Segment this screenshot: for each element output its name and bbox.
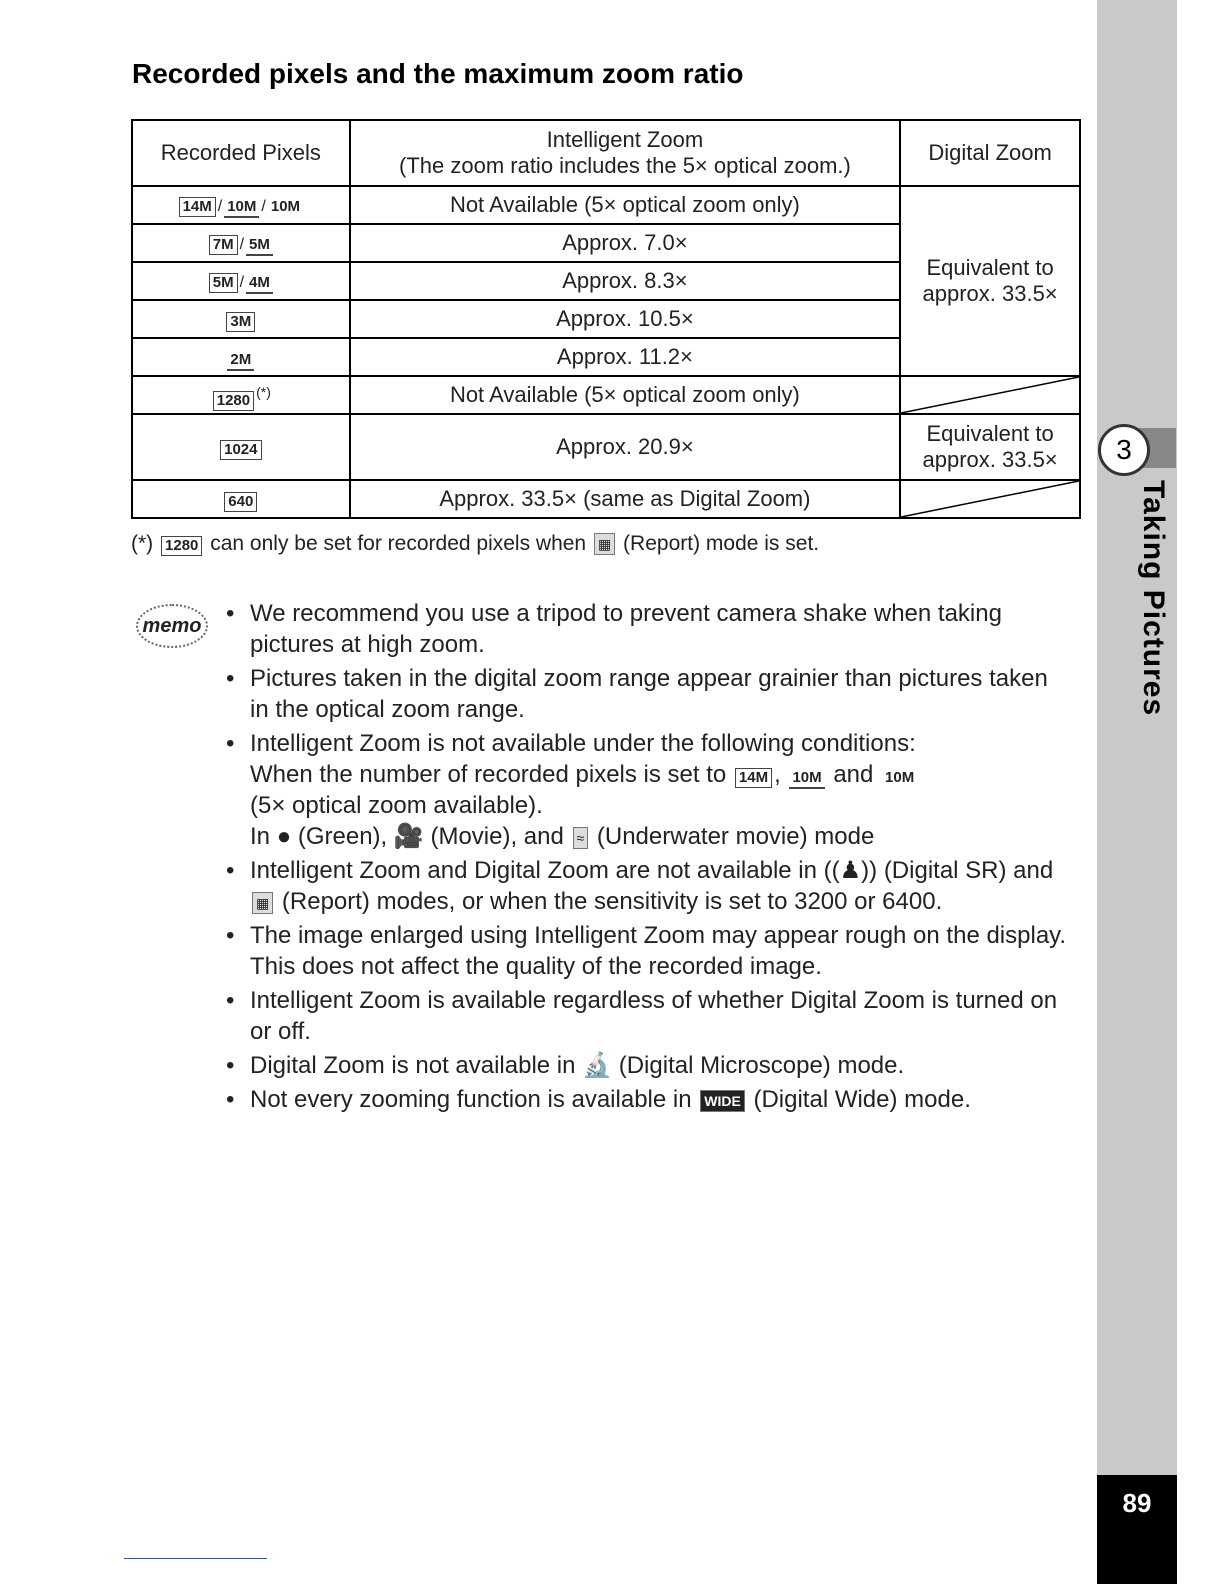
list-item <box>222 1084 1072 1115</box>
note-text: (Underwater movie) mode <box>596 823 875 850</box>
list-item <box>222 855 1072 917</box>
header-digital-zoom: Digital Zoom <box>900 120 1080 186</box>
note-text: (Digital SR) and <box>883 857 1054 884</box>
movie-mode-icon: 🎥 <box>393 823 424 850</box>
report-mode-icon: ▦ <box>594 533 615 555</box>
note-text: (5× optical zoom available). <box>250 792 543 819</box>
header-intelligent-zoom-title: Intelligent Zoom <box>546 127 704 152</box>
diagonal-line <box>901 481 1079 517</box>
intelligent-zoom-cell: Approx. 10.5× <box>350 300 901 338</box>
digital-wide-icon: WIDE <box>700 1090 745 1112</box>
pixel-icon-2m-169: 2M <box>227 351 254 371</box>
note-text: Intelligent Zoom is not available under the following conditions: <box>250 730 916 757</box>
pixel-icon-5m-169: 5M <box>246 236 273 256</box>
intelligent-zoom-cell: Approx. 20.9× <box>350 414 901 480</box>
pixel-icon-1280: 1280 <box>161 536 202 556</box>
note-text: Digital Zoom is not available in <box>250 1052 576 1079</box>
table-row <box>132 186 1080 224</box>
pixels-cell: 5M / 4M <box>132 262 350 300</box>
intelligent-zoom-cell: Not Available (5× optical zoom only) <box>350 186 901 224</box>
pixel-icon-10m-11: 10M <box>885 769 915 786</box>
footnote-text: can only be set for recorded pixels when <box>210 532 587 555</box>
page-title: Recorded pixels and the maximum zoom ratio <box>132 58 744 89</box>
digital-zoom-line1: Equivalent to <box>926 421 1054 446</box>
pixel-icon-10m-169: 10M <box>789 769 824 789</box>
note-text: (Movie), and <box>430 823 564 850</box>
pixel-icon-3m: 3M <box>226 312 255 332</box>
pixel-icon-1280: 1280 <box>213 391 254 411</box>
table-row <box>132 414 1080 480</box>
footnote-prefix: (*) <box>131 532 154 555</box>
bottom-rule <box>124 1558 267 1559</box>
page-number: 89 <box>1097 1475 1177 1584</box>
intelligent-zoom-cell: Approx. 8.3× <box>350 262 901 300</box>
pixel-icon-10m-11: 10M <box>270 197 301 215</box>
intelligent-zoom-cell: Approx. 7.0× <box>350 224 901 262</box>
digital-zoom-na-cell <box>900 480 1080 518</box>
pixel-icon-5m: 5M <box>209 273 238 293</box>
pixels-cell <box>132 338 350 376</box>
pixels-cell: 7M / 5M <box>132 224 350 262</box>
table-row <box>132 480 1080 518</box>
pixel-icon-14m: 14M <box>735 768 772 788</box>
pixel-icon-4m-169: 4M <box>246 274 273 294</box>
footnote-marker: (*) <box>256 383 271 400</box>
list-item: • The image enlarged using Intelligent Zoom may appear rough on the display. This does not affect the quality of the recorded image. <box>222 920 1072 982</box>
digital-zoom-cell <box>900 186 1080 376</box>
intelligent-zoom-cell: Not Available (5× optical zoom only) <box>350 376 901 414</box>
header-recorded-pixels: Recorded Pixels <box>132 120 350 186</box>
pixels-cell: 14M / 10M / 10M <box>132 186 350 224</box>
report-mode-icon: ▦ <box>252 892 273 914</box>
digital-zoom-line2: approx. 33.5× <box>922 447 1058 472</box>
intelligent-zoom-cell: Approx. 11.2× <box>350 338 901 376</box>
list-item: • We recommend you use a tripod to prevent camera shake when taking pictures at high zoom. <box>222 598 1072 660</box>
diagonal-line <box>901 377 1079 413</box>
pixel-icon-1024: 1024 <box>220 440 261 460</box>
table-footnote <box>131 532 819 556</box>
pixels-cell <box>132 480 350 518</box>
pixels-cell <box>132 414 350 480</box>
note-text: Intelligent Zoom and Digital Zoom are not available in <box>250 857 817 884</box>
footnote-suffix: (Report) mode is set. <box>623 532 820 555</box>
chapter-number: 3 <box>1098 424 1150 476</box>
microscope-icon: 🔬 <box>582 1052 613 1079</box>
note-text: (Digital Wide) mode. <box>753 1086 971 1113</box>
digital-zoom-line1: Equivalent to <box>926 255 1054 280</box>
pixel-icon-10m-169: 10M <box>224 198 259 218</box>
digital-zoom-na-cell <box>900 376 1080 414</box>
intelligent-zoom-cell: Approx. 33.5× (same as Digital Zoom) <box>350 480 901 518</box>
note-text: (Digital Microscope) mode. <box>618 1052 905 1079</box>
note-text: When the number of recorded pixels is set to <box>250 761 727 788</box>
table-header-row <box>132 120 1080 186</box>
list-item: • Intelligent Zoom is not available under the following conditions: When the number of recorded pixels is set to 14M , 10M and 10M (5× optical zoom available). In ● (Green), 🎥 (Movie), and ≈ (Underwater movie) mode <box>222 728 1072 852</box>
chapter-title: Taking Pictures <box>1137 480 1170 717</box>
table-row <box>132 376 1080 414</box>
pixel-icon-14m: 14M <box>179 197 216 217</box>
green-mode-icon: ● <box>276 823 292 850</box>
digital-zoom-cell <box>900 414 1080 480</box>
note-text: and <box>833 761 874 788</box>
list-item: • Pictures taken in the digital zoom range appear grainier than pictures taken in the optical zoom range. <box>222 663 1072 725</box>
list-item: • Intelligent Zoom is available regardless of whether Digital Zoom is turned on or off. <box>222 985 1072 1047</box>
note-text: Not every zooming function is available in <box>250 1086 692 1113</box>
list-item <box>222 1050 1072 1081</box>
pixel-icon-7m: 7M <box>209 235 238 255</box>
digital-zoom-line2: approx. 33.5× <box>922 281 1058 306</box>
header-intelligent-zoom <box>350 120 901 186</box>
note-text: In <box>250 823 271 850</box>
header-intelligent-zoom-note: (The zoom ratio includes the 5× optical zoom.) <box>399 153 851 178</box>
chapter-sidebar <box>1097 0 1177 1584</box>
pixels-cell <box>132 376 350 414</box>
pixels-cell <box>132 300 350 338</box>
memo-notes <box>222 598 1072 1118</box>
underwater-movie-icon: ≈ <box>573 827 589 849</box>
digital-sr-icon: ((♟)) <box>823 857 878 884</box>
zoom-ratio-table <box>131 119 1081 519</box>
memo-icon: memo <box>136 604 208 648</box>
note-text: (Report) modes, or when the sensitivity is set to 3200 or 6400. <box>281 888 943 915</box>
note-text: (Green), <box>297 823 388 850</box>
pixel-icon-640: 640 <box>224 492 257 512</box>
